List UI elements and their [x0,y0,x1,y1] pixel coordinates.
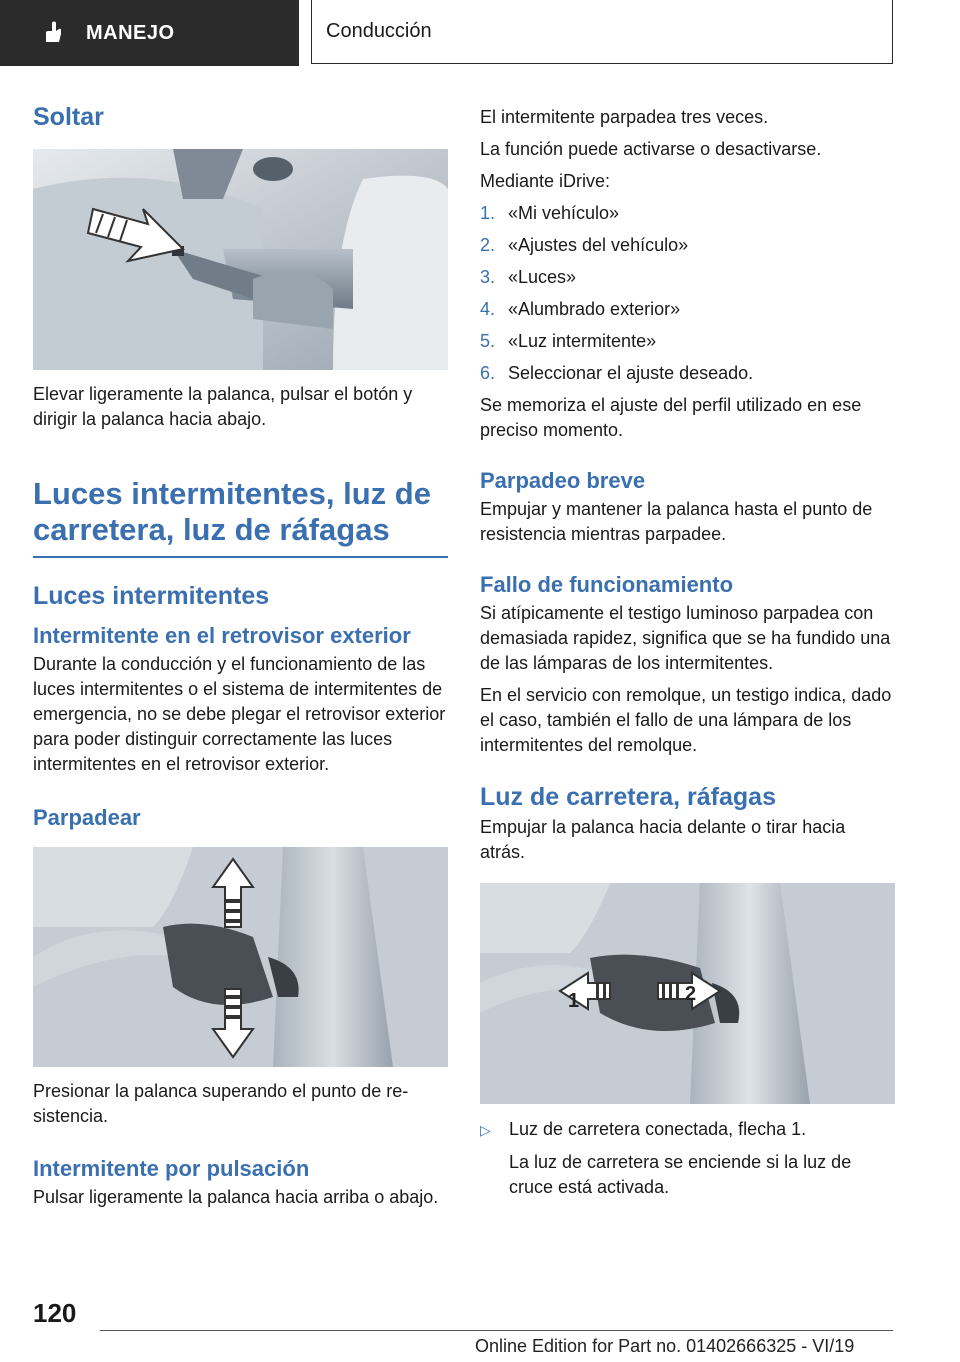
soltar-heading: Soltar [33,103,104,131]
bullet-subtext: La luz de carretera se enciende si la luz de cruce está activada. [509,1152,852,1197]
fallo-heading: Fallo de funcionamiento [480,572,734,597]
carretera-text: Empujar la palanca hacia delante o tirar hacia atrás. [480,817,846,862]
footer-rule [100,1330,893,1331]
fallo-text-1: Si atípicamente el testigo luminoso parpadea con demasiada rapidez, significa que se ha fundido una de las lámparas de los intermitentes. [480,603,891,673]
main-heading-line2: carretera, luz de ráfagas [33,512,390,547]
step-number: 3. [480,267,496,287]
carretera-heading: Luz de carretera, ráfagas [480,783,776,811]
parking-brake-illustration [33,149,448,370]
arrow-label-1: 1 [568,990,580,1012]
high-beam-drawing [480,883,895,1104]
parking-brake-drawing [33,149,448,370]
step-number: 5. [480,331,496,351]
step-number: 1. [480,203,496,223]
left-column [33,100,448,1210]
main-heading [33,476,448,548]
bullet-item [480,1117,895,1143]
main-heading-line1: Luces intermitentes, luz de [33,476,431,511]
right-column [480,100,895,1200]
heading-rule [33,556,448,558]
pulsacion-heading: Intermitente por pulsación [33,1156,310,1181]
step-number: 6. [480,363,496,383]
luces-heading: Luces intermitentes [33,582,270,610]
blink-lever-drawing [33,847,448,1067]
step-text: «Luz intermitente» [508,331,657,351]
parpadear-text: Presionar la palanca superando el punto de re‐sistencia. [33,1081,409,1126]
chapter-label: Conducción [326,20,432,42]
step-text: Seleccionar el ajuste deseado. [508,363,754,383]
mirror-heading: Intermitente en el retrovisor exterior [33,623,411,648]
step-text: «Mi vehículo» [508,203,620,223]
list-item [480,201,895,226]
pulsacion-text: Pulsar ligeramente la palanca hacia arriba o abajo. [33,1187,439,1207]
chapter-tab[interactable] [311,0,893,64]
page-header [0,0,960,66]
section-tab[interactable] [0,0,299,66]
list-item [480,297,895,322]
step-text: «Luces» [508,267,577,287]
edition-note: Online Edition for Part no. 01402666325 - VI/19 [475,1336,855,1356]
hand-icon [40,20,66,46]
page-number: 120 [33,1298,77,1328]
step-number: 4. [480,299,496,319]
list-item [480,233,895,258]
intro-text-2: La función puede activarse o desactivarse. [480,139,822,159]
list-item [480,361,895,386]
breve-heading: Parpadeo breve [480,468,646,493]
step-number: 2. [480,235,496,255]
arrow-label-2: 2 [685,983,697,1005]
intro-text-3: Mediante iDrive: [480,171,611,191]
idrive-steps [480,201,895,386]
mirror-text: Durante la conducción y el funcionamiento de las luces intermitentes o el sistema de intermitentes de emergencia, no se debe plegar el retrovisor exterior para poder distinguir correctamente las luces intermitentes en el retrovisor exterior. [33,654,446,774]
intro-text-1: El intermitente parpadea tres veces. [480,107,769,127]
step-text: «Ajustes del vehículo» [508,235,689,255]
step-text: «Alumbrado exterior» [508,299,681,319]
breve-text: Empujar y mantener la palanca hasta el punto de resistencia mientras parpadee. [480,499,873,544]
parpadear-heading: Parpadear [33,805,141,830]
soltar-text: Elevar ligeramente la palanca, pulsar el botón y dirigir la palanca hacia abajo. [33,384,413,429]
triangle-bullet-icon: ▷ [480,1122,491,1138]
memory-text: Se memoriza el ajuste del perfil utilizado en ese preciso momento. [480,395,862,440]
list-item [480,329,895,354]
blink-lever-illustration [33,847,448,1067]
bullet-text: Luz de carretera conectada, flecha 1. [509,1119,807,1139]
list-item [480,265,895,290]
high-beam-illustration [480,883,895,1104]
section-label: MANEJO [86,21,175,44]
fallo-text-2: En el servicio con remolque, un testigo indica, dado el caso, también el fallo de una lámpara de los intermitentes del remolque. [480,685,892,755]
